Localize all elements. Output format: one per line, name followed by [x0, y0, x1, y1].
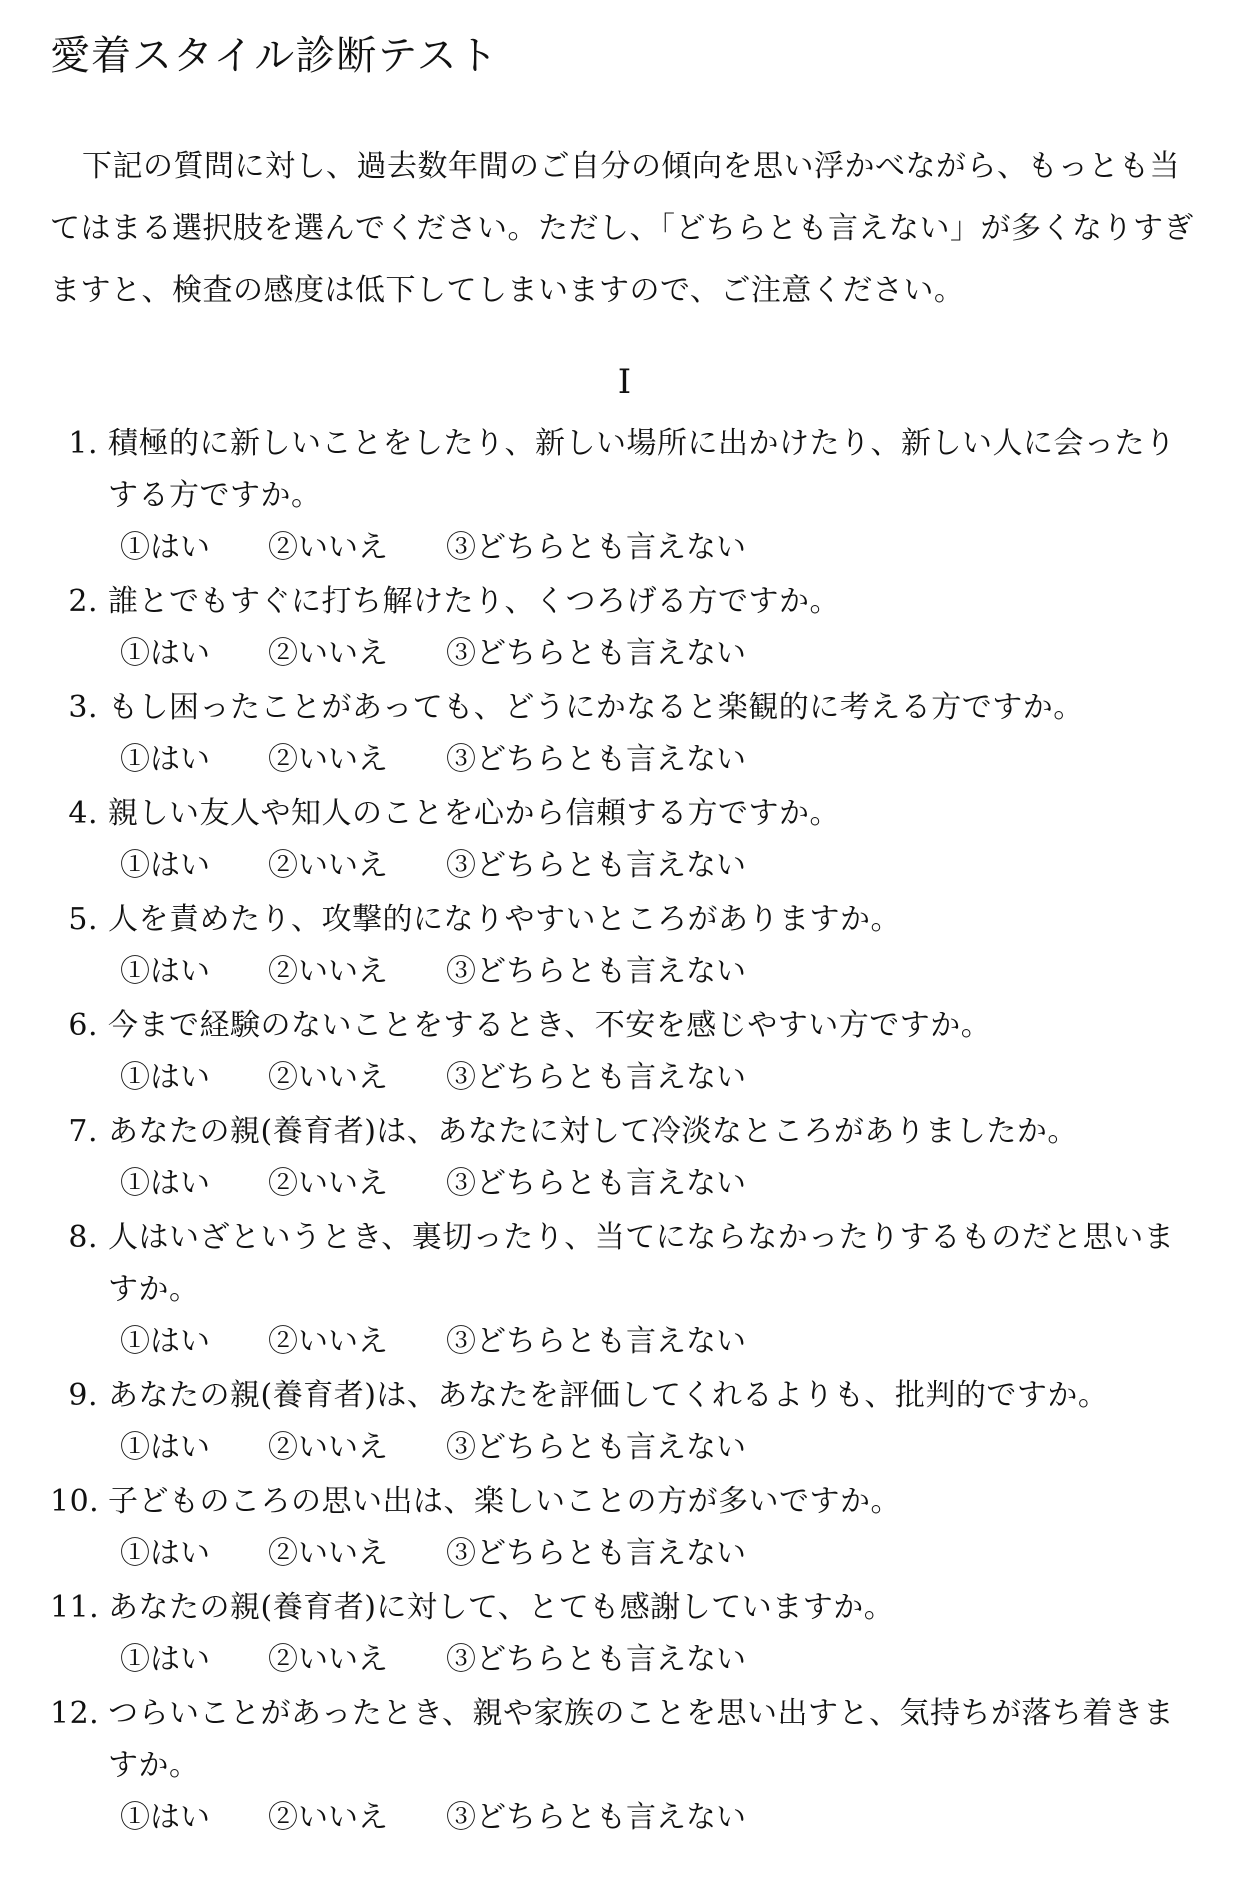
answer-options — [50, 1422, 1199, 1474]
answer-option: ①はい — [120, 1536, 210, 1571]
question-item — [50, 894, 1199, 998]
answer-option: ②いいえ — [268, 1800, 388, 1835]
question-text — [50, 1106, 1199, 1158]
answer-option: ②いいえ — [268, 1642, 388, 1677]
question-item — [50, 682, 1199, 786]
question-body: あなたの親(養育者)に対して、とても感謝していますか。 — [108, 1590, 895, 1625]
question-body: 人を責めたり、攻撃的になりやすいところがありますか。 — [108, 902, 901, 937]
answer-options — [50, 1528, 1199, 1580]
question-body: 親しい友人や知人のことを心から信頼する方ですか。 — [108, 796, 840, 831]
question-number: 3. — [68, 690, 98, 725]
answer-option: ②いいえ — [268, 1060, 388, 1095]
question-text — [50, 418, 1199, 522]
question-number: 12. — [50, 1696, 100, 1731]
question-item — [50, 1582, 1199, 1686]
section-heading: I — [617, 362, 632, 402]
answer-option: ①はい — [120, 848, 210, 883]
question-body: 人はいざというとき、裏切ったり、当てにならなかったりするものだと思いますか。 — [108, 1220, 1175, 1307]
answer-option: ③どちらとも言えない — [446, 1800, 746, 1835]
answer-option: ③どちらとも言えない — [446, 848, 746, 883]
question-item — [50, 1688, 1199, 1844]
question-item — [50, 1370, 1199, 1474]
answer-option: ③どちらとも言えない — [446, 742, 746, 777]
question-number: 9. — [68, 1378, 98, 1413]
answer-options — [50, 1052, 1199, 1104]
question-list — [50, 418, 1199, 1844]
page-title: 愛着スタイル診断テスト — [50, 33, 499, 79]
answer-option: ①はい — [120, 742, 210, 777]
answer-option: ①はい — [120, 1430, 210, 1465]
answer-option: ③どちらとも言えない — [446, 1642, 746, 1677]
answer-option: ①はい — [120, 1324, 210, 1359]
question-number: 8. — [68, 1220, 98, 1255]
question-number: 2. — [68, 584, 98, 619]
answer-option: ③どちらとも言えない — [446, 954, 746, 989]
question-text — [50, 1582, 1199, 1634]
question-body: もし困ったことがあっても、どうにかなると楽観的に考える方ですか。 — [108, 690, 1084, 725]
answer-option: ②いいえ — [268, 636, 388, 671]
answer-options — [50, 946, 1199, 998]
answer-option: ②いいえ — [268, 1536, 388, 1571]
question-item — [50, 788, 1199, 892]
answer-option: ③どちらとも言えない — [446, 1324, 746, 1359]
question-text — [50, 1370, 1199, 1422]
answer-option: ②いいえ — [268, 1324, 388, 1359]
answer-option: ②いいえ — [268, 530, 388, 565]
answer-options — [50, 840, 1199, 892]
answer-options — [50, 734, 1199, 786]
question-number: 11. — [50, 1590, 100, 1625]
answer-option: ②いいえ — [268, 1166, 388, 1201]
question-text — [50, 1476, 1199, 1528]
answer-option: ③どちらとも言えない — [446, 530, 746, 565]
question-text — [50, 1688, 1199, 1792]
question-body: 積極的に新しいことをしたり、新しい場所に出かけたり、新しい人に会ったりする方ですか。 — [108, 426, 1176, 513]
answer-option: ③どちらとも言えない — [446, 636, 746, 671]
question-item — [50, 1106, 1199, 1210]
question-text — [50, 1212, 1199, 1316]
question-text — [50, 1000, 1199, 1052]
answer-option: ③どちらとも言えない — [446, 1430, 746, 1465]
answer-option: ①はい — [120, 1642, 210, 1677]
question-item — [50, 1000, 1199, 1104]
question-item — [50, 576, 1199, 680]
answer-option: ①はい — [120, 954, 210, 989]
answer-option: ①はい — [120, 1800, 210, 1835]
answer-option: ③どちらとも言えない — [446, 1166, 746, 1201]
answer-option: ②いいえ — [268, 1430, 388, 1465]
answer-options — [50, 1792, 1199, 1844]
question-item — [50, 1476, 1199, 1580]
question-text — [50, 576, 1199, 628]
question-text — [50, 788, 1199, 840]
question-body: 今まで経験のないことをするとき、不安を感じやすい方ですか。 — [108, 1008, 992, 1043]
answer-option: ③どちらとも言えない — [446, 1060, 746, 1095]
question-number: 10. — [50, 1484, 100, 1519]
question-body: あなたの親(養育者)は、あなたを評価してくれるよりも、批判的ですか。 — [108, 1378, 1109, 1413]
answer-option: ③どちらとも言えない — [446, 1536, 746, 1571]
answer-options — [50, 1316, 1199, 1368]
answer-options — [50, 628, 1199, 680]
question-number: 4. — [68, 796, 98, 831]
answer-option: ①はい — [120, 530, 210, 565]
answer-option: ①はい — [120, 636, 210, 671]
answer-option: ②いいえ — [268, 742, 388, 777]
answer-option: ②いいえ — [268, 954, 388, 989]
question-number: 6. — [68, 1008, 98, 1043]
question-body: あなたの親(養育者)は、あなたに対して冷淡なところがありましたか。 — [108, 1114, 1078, 1149]
answer-options — [50, 522, 1199, 574]
question-body: 子どものころの思い出は、楽しいことの方が多いですか。 — [108, 1484, 901, 1519]
instructions-paragraph: 下記の質問に対し、過去数年間のご自分の傾向を思い浮かべながら、もっとも当てはまる選択肢を選んでください。ただし、「どちらとも言えない」が多くなりすぎますと、検査の感度は低下してしまいますので、ご注意ください。 — [50, 149, 1194, 308]
answer-option: ①はい — [120, 1060, 210, 1095]
answer-option: ①はい — [120, 1166, 210, 1201]
answer-options — [50, 1158, 1199, 1210]
question-text — [50, 682, 1199, 734]
answer-options — [50, 1634, 1199, 1686]
question-body: つらいことがあったとき、親や家族のことを思い出すと、気持ちが落ち着きますか。 — [108, 1696, 1174, 1783]
question-number: 1. — [68, 426, 98, 461]
answer-option: ②いいえ — [268, 848, 388, 883]
question-body: 誰とでもすぐに打ち解けたり、くつろげる方ですか。 — [108, 584, 840, 619]
question-text — [50, 894, 1199, 946]
question-item — [50, 1212, 1199, 1368]
question-number: 7. — [68, 1114, 98, 1149]
question-number: 5. — [68, 902, 98, 937]
question-item — [50, 418, 1199, 574]
